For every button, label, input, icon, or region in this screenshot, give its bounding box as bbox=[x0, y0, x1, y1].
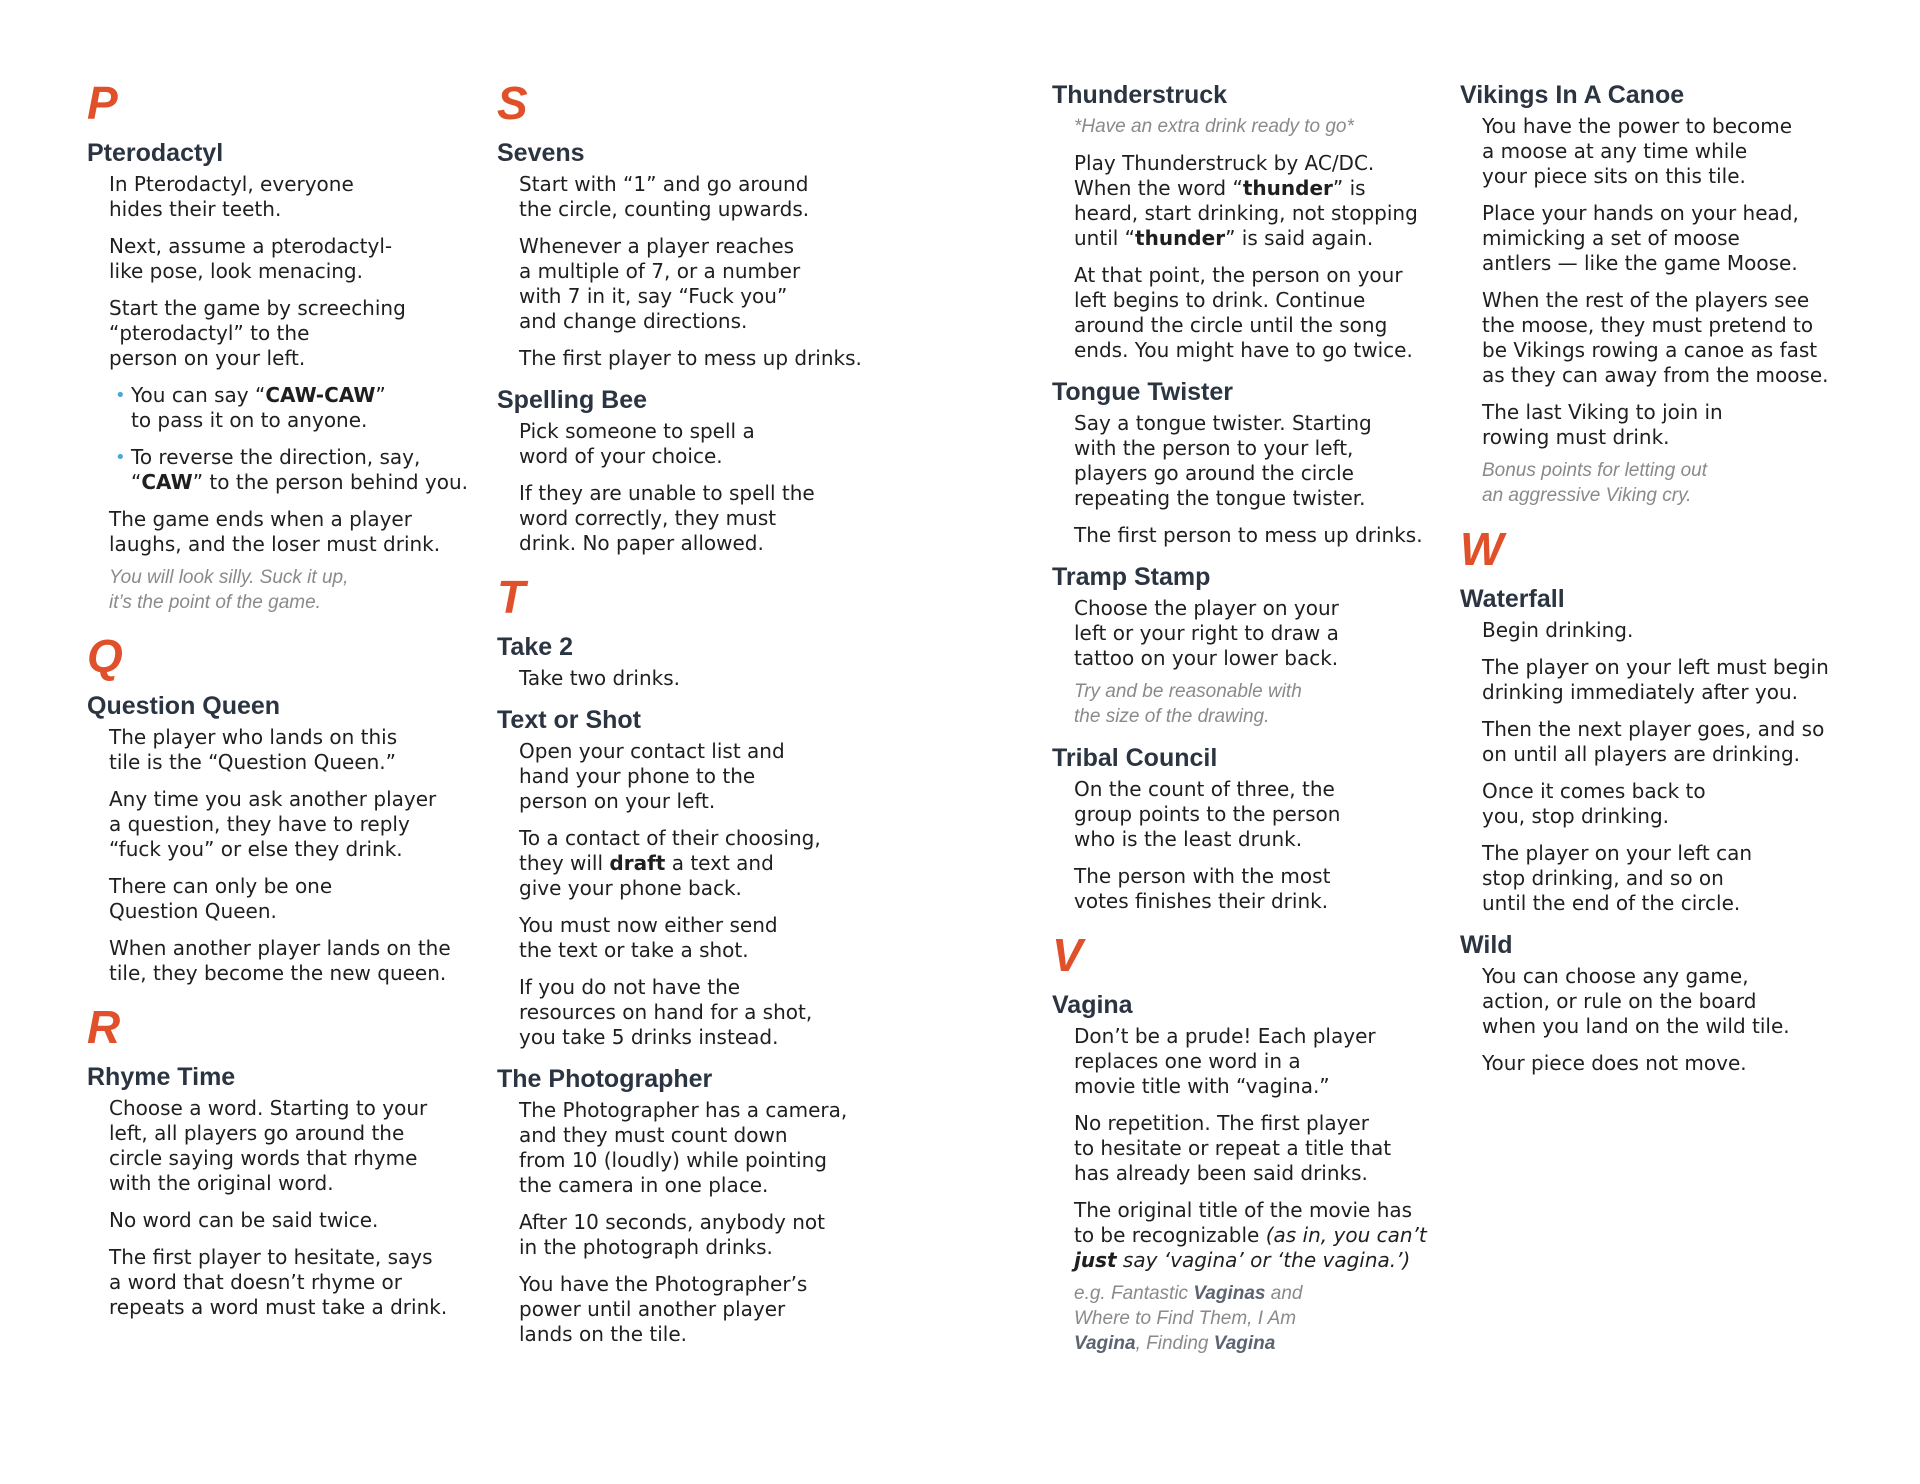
paragraph bbox=[519, 172, 897, 222]
text-fragment: In Pterodactyl, everyone hides their teeth. bbox=[109, 172, 354, 221]
text-fragment: Start the game by screeching “pterodactyl” to the person on your left. bbox=[109, 296, 406, 370]
paragraph bbox=[1074, 596, 1452, 671]
text-fragment: Choose the player on your left or your right to draw a tattoo on your lower back. bbox=[1074, 596, 1339, 670]
paragraph bbox=[1482, 114, 1860, 189]
entry-title-the-photographer: The Photographer bbox=[497, 1065, 713, 1093]
paragraph bbox=[109, 874, 487, 924]
paragraph bbox=[519, 975, 897, 1050]
column-1 bbox=[87, 77, 487, 1332]
text-fragment: e.g. Fantastic bbox=[1074, 1283, 1194, 1304]
entry-title-tribal-council: Tribal Council bbox=[1052, 744, 1218, 772]
text-fragment: The last Viking to join in rowing must drink. bbox=[1482, 400, 1723, 449]
text-fragment: You must now either send the text or take a shot. bbox=[519, 913, 778, 962]
paragraph bbox=[1482, 288, 1860, 388]
section-letter-t: T bbox=[497, 571, 526, 623]
emphasis-text: Vagina bbox=[1074, 1333, 1136, 1354]
text-fragment: The original title of the movie has to be recognizable bbox=[1074, 1198, 1413, 1247]
column-4 bbox=[1460, 80, 1860, 1088]
entry-title-vagina: Vagina bbox=[1052, 991, 1133, 1019]
entry-title-question-queen: Question Queen bbox=[87, 692, 281, 720]
text-fragment: The first player to hesitate, says a word that doesn’t rhyme or repeats a word must take a drink. bbox=[109, 1245, 448, 1319]
text-fragment: ” is said again. bbox=[1225, 226, 1374, 250]
text-fragment: Choose a word. Starting to your left, all players go around the circle saying words that rhyme with the original word. bbox=[109, 1096, 428, 1195]
paragraph bbox=[109, 1245, 487, 1320]
text-fragment: , Finding bbox=[1135, 1333, 1214, 1354]
text-fragment: The first player to mess up drinks. bbox=[519, 346, 862, 370]
text-fragment: The game ends when a player laughs, and the loser must drink. bbox=[109, 507, 441, 556]
paragraph bbox=[519, 481, 897, 556]
text-fragment: Open your contact list and hand your phone to the person on your left. bbox=[519, 739, 785, 813]
paragraph bbox=[1074, 151, 1452, 251]
emphasis-text: thunder bbox=[1242, 176, 1333, 200]
note-text bbox=[1074, 114, 1452, 139]
text-fragment: You can choose any game, action, or rule on the board when you land on the wild tile. bbox=[1482, 964, 1790, 1038]
text-fragment: You can say “ bbox=[131, 383, 266, 407]
section-letter-w: W bbox=[1460, 523, 1504, 575]
section-letter-r: R bbox=[87, 1001, 121, 1053]
entry-title-tramp-stamp: Tramp Stamp bbox=[1052, 563, 1211, 591]
text-fragment: You have the power to become a moose at any time while your piece sits on this tile. bbox=[1482, 114, 1793, 188]
paragraph bbox=[1482, 655, 1860, 705]
note-text bbox=[1482, 458, 1860, 508]
section-letter-s: S bbox=[497, 77, 528, 129]
paragraph bbox=[109, 172, 487, 222]
text-fragment: Don’t be a prude! Each player replaces one word in a movie title with “vagina.” bbox=[1074, 1024, 1376, 1098]
paragraph bbox=[519, 1272, 897, 1347]
text-fragment: ” to pass it on to anyone. bbox=[131, 383, 386, 432]
paragraph bbox=[519, 1210, 897, 1260]
note-text bbox=[1074, 1281, 1452, 1356]
paragraph bbox=[519, 739, 897, 814]
bullet-item bbox=[109, 445, 487, 495]
emphasis-text: thunder bbox=[1135, 226, 1226, 250]
paragraph bbox=[1074, 1198, 1452, 1273]
paragraph bbox=[109, 725, 487, 775]
emphasis-text: CAW-CAW bbox=[265, 383, 376, 407]
text-fragment: To reverse the direction, say, “ bbox=[131, 445, 421, 494]
paragraph bbox=[1074, 523, 1452, 548]
text-fragment: When the rest of the players see the moose, they must pretend to be Vikings rowing a canoe as fast as they can away from the moose. bbox=[1482, 288, 1829, 387]
text-fragment: Next, assume a pterodactyl- like pose, look menacing. bbox=[109, 234, 393, 283]
paragraph bbox=[519, 234, 897, 334]
bullet-dot-icon: • bbox=[115, 447, 126, 468]
emphasis-text: just bbox=[1074, 1248, 1117, 1272]
paragraph bbox=[1482, 964, 1860, 1039]
entry-title-take-2: Take 2 bbox=[497, 633, 573, 661]
paragraph bbox=[109, 1096, 487, 1196]
entry-title-vikings-in-a-canoe: Vikings In A Canoe bbox=[1460, 81, 1685, 109]
text-fragment: Any time you ask another player a question, they have to reply “fuck you” or else they drink. bbox=[109, 787, 437, 861]
text-fragment: At that point, the person on your left begins to drink. Continue around the circle until the song ends. You might have to go twice. bbox=[1074, 263, 1413, 362]
entry-title-pterodactyl: Pterodactyl bbox=[87, 139, 224, 167]
text-fragment: When another player lands on the tile, they become the new queen. bbox=[109, 936, 451, 985]
emphasis-text: Vaginas bbox=[1193, 1283, 1266, 1304]
paragraph bbox=[109, 1208, 487, 1233]
paragraph bbox=[1074, 411, 1452, 511]
text-fragment: Then the next player goes, and so on until all players are drinking. bbox=[1482, 717, 1825, 766]
paragraph bbox=[1074, 1024, 1452, 1099]
emphasis-text: say ‘vagina’ or ‘the vagina.’) bbox=[1116, 1248, 1411, 1272]
text-fragment: You have the Photographer’s power until another player lands on the tile. bbox=[519, 1272, 808, 1346]
paragraph bbox=[519, 1098, 897, 1198]
text-fragment: a text and give your phone back. bbox=[519, 851, 774, 900]
text-fragment: On the count of three, the group points to the person who is the least drunk. bbox=[1074, 777, 1341, 851]
section-letter-v: V bbox=[1052, 929, 1083, 981]
text-fragment: To a contact of their choosing, they will bbox=[519, 826, 821, 875]
section-letter-q: Q bbox=[87, 630, 123, 682]
paragraph bbox=[519, 826, 897, 901]
note-text bbox=[1074, 679, 1452, 729]
text-fragment: If they are unable to spell the word correctly, they must drink. No paper allowed. bbox=[519, 481, 815, 555]
text-fragment: Your piece does not move. bbox=[1482, 1051, 1747, 1075]
text-fragment: Bonus points for letting out an aggressive Viking cry. bbox=[1482, 460, 1707, 506]
text-fragment: Start with “1” and go around the circle, counting upwards. bbox=[519, 172, 810, 221]
emphasis-text: draft bbox=[609, 851, 666, 875]
column-2 bbox=[497, 77, 897, 1359]
text-fragment: Take two drinks. bbox=[519, 666, 680, 690]
paragraph bbox=[1074, 864, 1452, 914]
paragraph bbox=[1482, 841, 1860, 916]
text-fragment: Try and be reasonable with the size of the drawing. bbox=[1074, 681, 1302, 727]
paragraph bbox=[109, 296, 487, 371]
text-fragment: The person with the most votes finishes their drink. bbox=[1074, 864, 1331, 913]
entry-title-rhyme-time: Rhyme Time bbox=[87, 1063, 236, 1091]
text-fragment: Play Thunderstruck by AC/DC. When the word “ bbox=[1074, 151, 1375, 200]
entry-title-waterfall: Waterfall bbox=[1460, 585, 1565, 613]
paragraph bbox=[1074, 777, 1452, 852]
paragraph bbox=[1482, 717, 1860, 767]
text-fragment: After 10 seconds, anybody not in the photograph drinks. bbox=[519, 1210, 825, 1259]
text-fragment: If you do not have the resources on hand for a shot, you take 5 drinks instead. bbox=[519, 975, 813, 1049]
text-fragment: The player on your left must begin drinking immediately after you. bbox=[1482, 655, 1829, 704]
paragraph bbox=[1074, 263, 1452, 363]
text-fragment: The player on your left can stop drinking, and so on until the end of the circle. bbox=[1482, 841, 1753, 915]
paragraph bbox=[1482, 400, 1860, 450]
entry-title-thunderstruck: Thunderstruck bbox=[1052, 81, 1228, 109]
text-fragment: There can only be one Question Queen. bbox=[109, 874, 333, 923]
bullet-dot-icon: • bbox=[115, 385, 126, 406]
paragraph bbox=[109, 507, 487, 557]
text-fragment: No word can be said twice. bbox=[109, 1208, 379, 1232]
paragraph bbox=[109, 234, 487, 284]
text-fragment: You will look silly. Suck it up, it’s the point of the game. bbox=[109, 567, 349, 613]
entry-title-wild: Wild bbox=[1460, 931, 1513, 959]
entry-title-text-or-shot: Text or Shot bbox=[497, 706, 641, 734]
emphasis-text: Vagina bbox=[1213, 1333, 1276, 1354]
paragraph bbox=[519, 666, 897, 691]
text-fragment: Pick someone to spell a word of your choice. bbox=[519, 419, 755, 468]
text-fragment: Place your hands on your head, mimicking a set of moose antlers — like the game Moose. bbox=[1482, 201, 1799, 275]
emphasis-text: (as in, you can’t bbox=[1265, 1223, 1427, 1247]
bullet-item bbox=[109, 383, 487, 433]
paragraph bbox=[519, 913, 897, 963]
text-fragment: *Have an extra drink ready to go* bbox=[1074, 116, 1354, 137]
paragraph bbox=[1074, 1111, 1452, 1186]
text-fragment: No repetition. The first player to hesitate or repeat a title that has already been said drinks. bbox=[1074, 1111, 1392, 1185]
text-fragment: Whenever a player reaches a multiple of 7, or a number with 7 in it, say “Fuck you” and change directions. bbox=[519, 234, 801, 333]
column-3 bbox=[1052, 80, 1452, 1368]
text-fragment: Say a tongue twister. Starting with the person to your left, players go around the circle repeating the tongue twister. bbox=[1074, 411, 1372, 510]
paragraph bbox=[519, 419, 897, 469]
paragraph bbox=[1482, 779, 1860, 829]
paragraph bbox=[109, 936, 487, 986]
text-fragment: The first person to mess up drinks. bbox=[1074, 523, 1423, 547]
paragraph bbox=[519, 346, 897, 371]
paragraph bbox=[109, 787, 487, 862]
text-fragment: Begin drinking. bbox=[1482, 618, 1634, 642]
paragraph bbox=[1482, 201, 1860, 276]
entry-title-tongue-twister: Tongue Twister bbox=[1052, 378, 1234, 406]
paragraph bbox=[1482, 618, 1860, 643]
text-fragment: The Photographer has a camera, and they must count down from 10 (loudly) while pointing the camera in one place. bbox=[519, 1098, 848, 1197]
text-fragment: ” to the person behind you. bbox=[192, 470, 469, 494]
emphasis-text: CAW bbox=[141, 470, 193, 494]
text-fragment: The player who lands on this tile is the “Question Queen.” bbox=[109, 725, 398, 774]
paragraph bbox=[1482, 1051, 1860, 1076]
text-fragment: Once it comes back to you, stop drinking. bbox=[1482, 779, 1706, 828]
entry-title-sevens: Sevens bbox=[497, 139, 585, 167]
text-fragment: and Where to Find Them, I Am bbox=[1074, 1283, 1303, 1329]
section-letter-p: P bbox=[87, 77, 118, 129]
note-text bbox=[109, 565, 487, 615]
entry-title-spelling-bee: Spelling Bee bbox=[497, 386, 648, 414]
text-fragment: ” is heard, start drinking, not stopping until “ bbox=[1074, 176, 1418, 250]
